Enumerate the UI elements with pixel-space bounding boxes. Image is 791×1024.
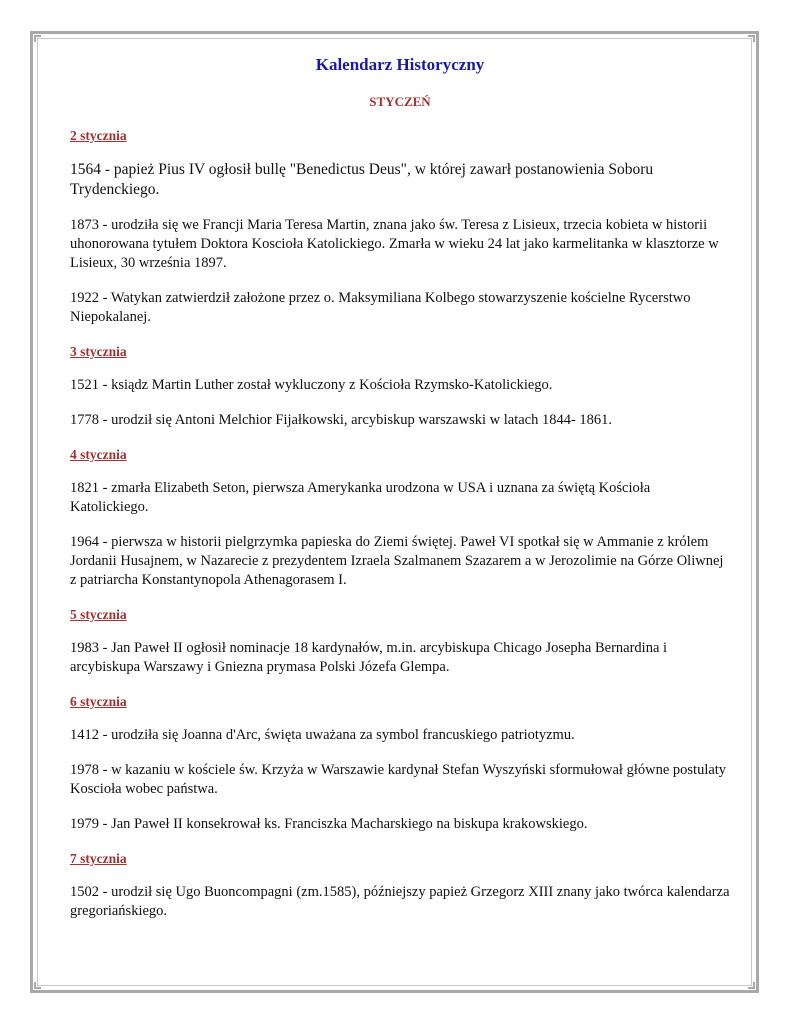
entry-paragraph: 1873 - urodziła się we Francji Maria Teresa Martin, znana jako św. Teresa z Lisieux, trzecia kobieta w historii uhonorowana tytułem Doktora Koscioła Katolickiego. Zmarła w wieku 24 lat jako karmelitanka w klasztorze w Lisieux, 30 września 1897. [70, 217, 719, 271]
entry-paragraph: 1412 - urodziła się Joanna d'Arc, święta uważana za symbol francuskiego patriotyzmu. [70, 727, 575, 743]
entry-paragraph: 1983 - Jan Paweł II ogłosił nominacje 18 kardynałów, m.in. arcybiskupa Chicago Josepha Bernardina i arcybiskupa Warszawy i Gniezna prymasa Polski Józefa Glempa. [70, 640, 668, 675]
entry-paragraph: 1964 - pierwsza w historii pielgrzymka papieska do Ziemi świętej. Paweł VI spotkał się w Ammanie z królem Jordanii Husajnem, w Nazarecie z prezydentem Izraela Szalmanem Szazarem a w Jerozolimie na Górze Oliwnej z patriarcha Konstantynopola Athenagorasem I. [70, 534, 724, 588]
day-heading-3: 3 stycznia [70, 344, 127, 359]
day-heading-7: 7 stycznia [70, 851, 127, 866]
corner-ornament-bottom-right [748, 982, 755, 989]
entry-paragraph: 1978 - w kazaniu w kościele św. Krzyża w Warszawie kardynał Stefan Wyszyński sformułował główne postulaty Koscioła wobec państwa. [70, 762, 727, 797]
corner-ornament-top-left [34, 35, 41, 42]
entry-paragraph: 1778 - urodził się Antoni Melchior Fijałkowski, arcybiskup warszawski w latach 1844- 1861. [70, 412, 613, 428]
entry-paragraph: 1502 - urodził się Ugo Buoncompagni (zm.1585), późniejszy papież Grzegorz XIII znany jako twórca kalendarza gregoriańskiego. [70, 884, 730, 919]
day-heading-4: 4 stycznia [70, 447, 127, 462]
corner-ornament-bottom-left [34, 982, 41, 989]
day-heading-6: 6 stycznia [70, 694, 127, 709]
entry-paragraph: 1922 - Watykan zatwierdził założone przez o. Maksymiliana Kolbego stowarzyszenie kościelne Rycerstwo Niepokalanej. [70, 290, 691, 325]
entry-paragraph: 1979 - Jan Paweł II konsekrował ks. Franciszka Macharskiego na biskupa krakowskiego. [70, 816, 588, 832]
day-heading-5: 5 stycznia [70, 607, 127, 622]
month-heading: STYCZEŃ [369, 94, 431, 109]
entry-paragraph: 1564 - papież Pius IV ogłosił bullę "Benedictus Deus", w której zawarł postanowienia Soboru Trydenckiego. [70, 161, 654, 198]
corner-ornament-top-right [748, 35, 755, 42]
document-content [70, 50, 730, 921]
entry-paragraph: 1521 - ksiądz Martin Luther został wykluczony z Kościoła Rzymsko-Katolickiego. [70, 377, 553, 393]
day-heading-2: 2 stycznia [70, 128, 127, 143]
entry-paragraph: 1821 - zmarła Elizabeth Seton, pierwsza Amerykanka urodzona w USA i uznana za świętą Kościoła Katolickiego. [70, 480, 651, 515]
page-title: Kalendarz Historyczny [315, 55, 485, 74]
